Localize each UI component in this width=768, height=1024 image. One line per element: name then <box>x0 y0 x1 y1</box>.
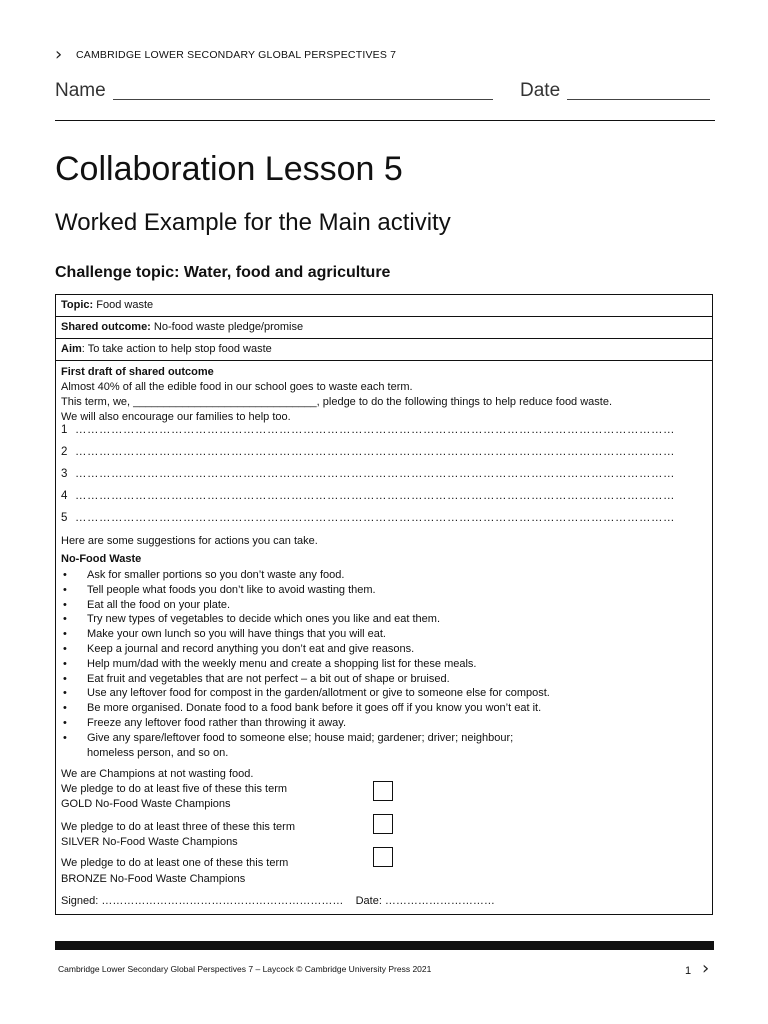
suggestions-list <box>61 568 701 760</box>
bronze-pledge: We pledge to do at least one of these this term <box>61 857 289 869</box>
list-item: • Keep a journal and record anything you don’t eat and give reasons. <box>61 642 701 657</box>
silver-checkbox[interactable] <box>373 814 393 834</box>
page-number: 1 <box>685 965 692 977</box>
topic-value: Food waste <box>96 299 154 311</box>
list-item: • Eat all the food on your plate. <box>61 598 701 613</box>
footer-divider <box>55 941 714 950</box>
outcome-value: No-food waste pledge/promise <box>153 321 304 333</box>
gold-label: GOLD No-Food Waste Champions <box>61 798 231 810</box>
draft-line-2: This term, we, ______________________________, pledge to do the following things to help reduce food waste. <box>61 396 613 408</box>
series-title: CAMBRIDGE LOWER SECONDARY GLOBAL PERSPECTIVES 7 <box>76 49 397 61</box>
suggestions-intro: Here are some suggestions for actions you can take. <box>61 535 318 547</box>
list-item: • Freeze any leftover food rather than throwing it away. <box>61 716 701 731</box>
challenge-topic: Challenge topic: Water, food and agriculture <box>55 264 391 281</box>
list-item: • Try new types of vegetables to decide which ones you like and eat them. <box>61 612 701 627</box>
topic-label: Topic: <box>61 299 94 311</box>
silver-pledge: We pledge to do at least three of these this term <box>61 821 295 833</box>
gold-pledge: We pledge to do at least five of these this term <box>61 783 288 795</box>
date-label: Date <box>520 80 561 101</box>
draft-line-1: Almost 40% of all the edible food in our school goes to waste each term. <box>61 381 413 393</box>
list-item: • Ask for smaller portions so you don’t waste any food. <box>61 568 701 583</box>
date-field[interactable] <box>567 99 710 100</box>
list-item: • Tell people what foods you don’t like to avoid wasting them. <box>61 583 701 598</box>
header-divider <box>55 120 715 121</box>
bronze-label: BRONZE No-Food Waste Champions <box>61 873 246 885</box>
champions-intro: We are Champions at not wasting food. <box>61 768 254 780</box>
name-field[interactable] <box>113 99 493 100</box>
aim-label: Aim <box>61 343 82 355</box>
list-item: • Make your own lunch so you will have things that you will eat. <box>61 627 701 642</box>
gold-checkbox[interactable] <box>373 781 393 801</box>
list-item: • Be more organised. Donate food to a food bank before it goes off if you know you won’t eat it. <box>61 701 701 716</box>
suggestions-heading: No-Food Waste <box>61 553 142 565</box>
draft-heading: First draft of shared outcome <box>61 366 214 378</box>
name-label: Name <box>55 80 106 101</box>
aim-row <box>55 338 713 361</box>
draft-line-3: We will also encourage our families to help too. <box>61 411 291 423</box>
list-item: • Help mum/dad with the weekly menu and create a shopping list for these meals. <box>61 657 701 672</box>
chevron-right-icon: › <box>55 44 63 65</box>
topic-row <box>55 294 713 317</box>
aim-value: : To take action to help stop food waste <box>81 343 272 355</box>
pledge-line[interactable]: 5 …………………………………………………………………………………………………………………………………… <box>61 512 675 524</box>
list-item: • Give any spare/leftover food to someone else; house maid; gardener; driver; neighbour; homeless person, and so on. <box>61 731 701 761</box>
outcome-row <box>55 316 713 339</box>
page-subtitle: Worked Example for the Main activity <box>55 209 451 236</box>
pledge-line[interactable]: 3 …………………………………………………………………………………………………………………………………… <box>61 468 675 480</box>
pledge-line[interactable]: 4 …………………………………………………………………………………………………………………………………… <box>61 490 675 502</box>
signature-line[interactable]: Signed: ………………………………………………………… Date: ………………………… <box>61 895 495 907</box>
pledge-line[interactable]: 2 …………………………………………………………………………………………………………………………………… <box>61 446 675 458</box>
list-item: • Eat fruit and vegetables that are not perfect – a bit out of shape or bruised. <box>61 672 701 687</box>
list-item: • Use any leftover food for compost in the garden/allotment or give to someone else for compost. <box>61 686 701 701</box>
silver-label: SILVER No-Food Waste Champions <box>61 836 238 848</box>
footer-credit: Cambridge Lower Secondary Global Perspectives 7 – Laycock © Cambridge University Press 2021 <box>58 964 432 974</box>
outcome-label: Shared outcome: <box>61 321 151 333</box>
next-page-chevron-icon[interactable]: › <box>702 958 710 979</box>
bronze-checkbox[interactable] <box>373 847 393 867</box>
draft-section <box>55 360 713 915</box>
pledge-line[interactable]: 1 …………………………………………………………………………………………………………………………………… <box>61 424 675 436</box>
name-date-row <box>55 80 715 104</box>
page-title: Collaboration Lesson 5 <box>55 150 403 188</box>
